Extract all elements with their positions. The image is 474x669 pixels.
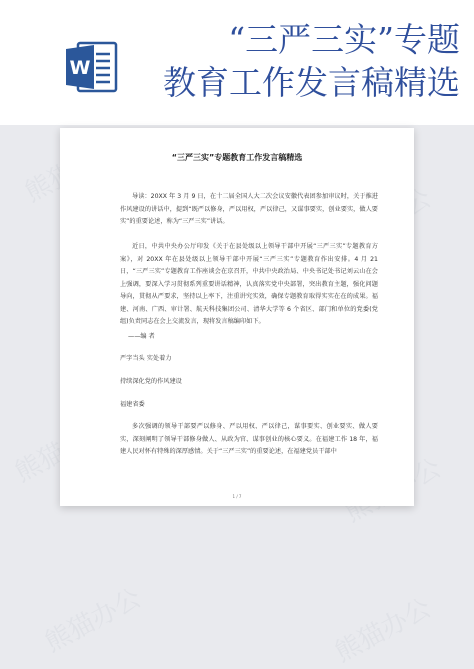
word-logo-letter: W xyxy=(69,57,91,79)
watermark: 熊猫办公 xyxy=(330,593,437,669)
body-paragraph: 近日，中共中央办公厅印发《关于在县处级以上领导干部中开展“三严三实”专题教育方案》，对 20XX 年在县处级以上领导干部中开展“三严三实”专题教育作出安排。4 月 21 日，“三严三实”专题教育工作座谈会在京召开，中共中央政治局、中央书记处书记刘云山在会上强调，要深入学习贯彻系列重要讲话精神，认真落实党中央部署，突出教育主题，强化问题导向，贯彻从严要求，坚持以上率下，注重讲究实效，确保专题教育取得实实在在的成果。福建、河南、广西、审计署、航天科技集团公司、清华大学等 6 个省区、部门和单位的党委(党组)负责同志在会上交流发言，现将发言稿编印如下。 xyxy=(120,243,378,325)
banner-title-line-1: “三严三实”专题 xyxy=(228,20,460,59)
speech-paragraph: 多次强调的领导干部要严以修身、严以用权、严以律己，谋事要实、创业要实、做人要实，深刻阐明了领导干部修身做人、从政为官、谋事创业的核心要义。在福建工作 18 年，福建人民对怀有特殊的深厚感情。关于“三严三实”的重要论述，在福建党员干部中 xyxy=(120,423,378,455)
document-title: “三严三实”专题教育工作发言稿精选 xyxy=(171,153,303,162)
section-subheading: 持续深化党的作风建设 xyxy=(120,378,182,385)
page-number: 1 / 7 xyxy=(232,494,242,499)
banner-title-line-2: 教育工作发言稿精选 xyxy=(163,63,460,102)
word-document-icon xyxy=(64,39,120,95)
speaker-org: 福建省委 xyxy=(120,401,145,408)
watermark: 熊猫办公 xyxy=(40,583,147,659)
document-page xyxy=(60,128,414,506)
intro-paragraph: 导读：20XX 年 3 月 9 日，在十二届全国人大二次会议安徽代表团参加审议时，关于推进作风建设的讲话中，提到“既严以修身，严以用权，严以律己，又谋事要实，创业要实，做人要实”的重要论述，称为“三严三实”讲话。 xyxy=(120,193,378,225)
header-banner xyxy=(0,0,474,125)
editor-note: ——编 者 xyxy=(128,333,155,340)
section-heading: 严字当头 实处着力 xyxy=(120,355,172,362)
